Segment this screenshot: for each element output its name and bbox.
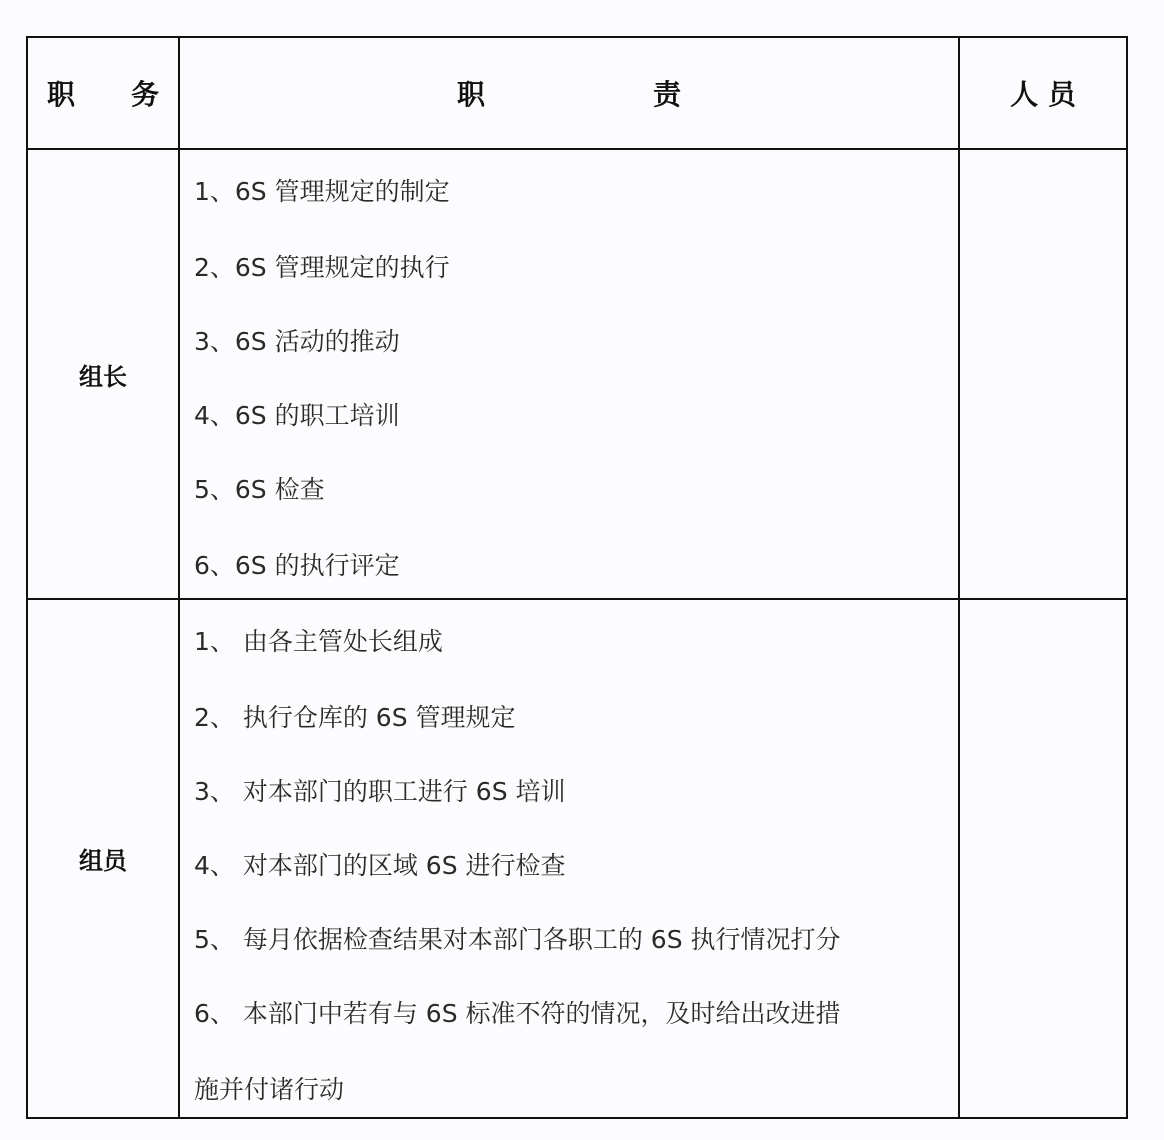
duty-item: 1、6S 管理规定的制定 — [194, 177, 450, 206]
duty-item: 6、 本部门中若有与 6S 标准不符的情况，及时给出改进措 — [194, 999, 841, 1028]
member-personnel-cell — [960, 600, 1126, 1117]
duty-item: 3、6S 活动的推动 — [194, 327, 400, 356]
duty-item: 4、 对本部门的区域 6S 进行检查 — [194, 851, 566, 880]
header-responsibility: 职 责 — [456, 78, 681, 111]
leader-personnel-cell — [960, 150, 1126, 598]
duty-item: 6、6S 的执行评定 — [194, 551, 400, 580]
duty-item: 2、 执行仓库的 6S 管理规定 — [194, 703, 516, 732]
responsibility-table — [26, 36, 1128, 1119]
column-divider — [178, 38, 180, 1117]
duty-item: 3、 对本部门的职工进行 6S 培训 — [194, 777, 566, 806]
role-leader: 组长 — [79, 362, 127, 391]
duty-item: 2、6S 管理规定的执行 — [194, 253, 450, 282]
duty-item: 5、6S 检查 — [194, 475, 325, 504]
header-position: 职 务 — [46, 78, 159, 111]
role-member: 组员 — [79, 847, 127, 875]
duty-item: 1、 由各主管处长组成 — [194, 627, 443, 656]
duty-item: 4、6S 的职工培训 — [194, 401, 400, 430]
duty-item-continuation: 施并付诸行动 — [194, 1075, 345, 1104]
duty-item: 5、 每月依据检查结果对本部门各职工的 6S 执行情况打分 — [194, 925, 841, 954]
header-personnel: 人 员 — [1010, 78, 1076, 111]
